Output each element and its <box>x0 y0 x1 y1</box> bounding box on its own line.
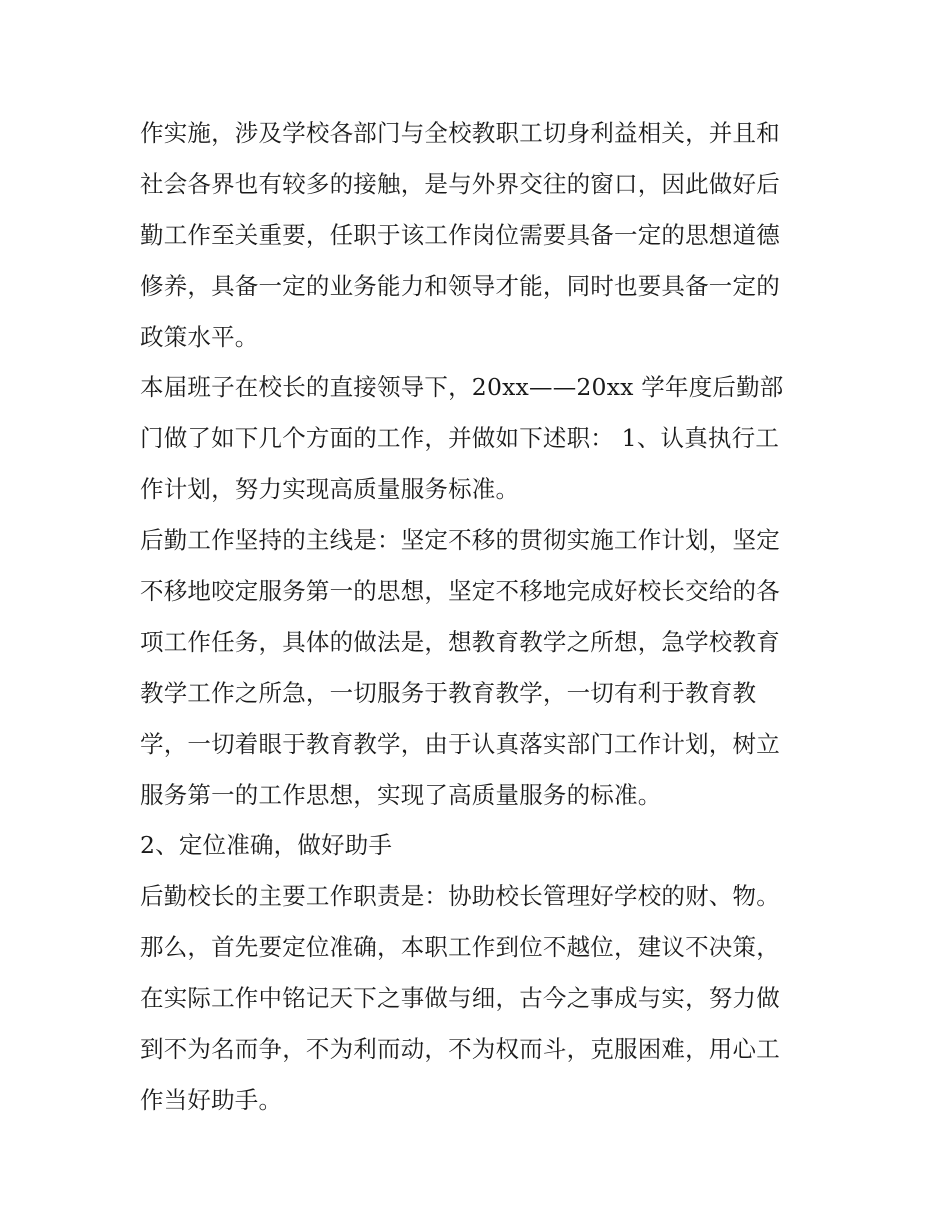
text-line: 后勤校长的主要工作职责是：协助校长管理好学校的财、物。 <box>140 882 780 911</box>
text-line: 学，一切着眼于教育教学，由于认真落实部门工作计划，树立 <box>140 729 780 758</box>
section-heading: 2、定位准确，做好助手 <box>140 831 393 860</box>
text-line: 后勤工作坚持的主线是：坚定不移的贯彻实施工作计划，坚定 <box>140 526 780 555</box>
text-line: 作当好助手。 <box>140 1085 283 1114</box>
text-line: 门做了如下几个方面的工作，并做如下述职： 1、认真执行工 <box>140 424 780 453</box>
text-line: 到不为名而争，不为利而动，不为权而斗，克服困难，用心工 <box>140 1035 780 1064</box>
document-body <box>140 108 816 1126</box>
text-line: 教学工作之所急，一切服务于教育教学，一切有利于教育教 <box>140 678 757 707</box>
text-line: 作计划，努力实现高质量服务标准。 <box>140 475 520 504</box>
text-line: 那么，首先要定位准确，本职工作到位不越位，建议不决策， <box>140 933 780 962</box>
text-line: 项工作任务，具体的做法是，想教育教学之所想，急学校教育 <box>140 627 780 656</box>
text-line: 服务第一的工作思想，实现了高质量服务的标准。 <box>140 780 662 809</box>
text-line: 修养，具备一定的业务能力和领导才能，同时也要具备一定的 <box>140 271 780 300</box>
text-line: 本届班子在校长的直接领导下，20xx——20xx 学年度后勤部 <box>140 373 784 402</box>
text-line: 勤工作至关重要，任职于该工作岗位需要具备一定的思想道德 <box>140 220 780 249</box>
text-line: 不移地咬定服务第一的思想，坚定不移地完成好校长交给的各 <box>140 577 780 606</box>
text-line: 社会各界也有较多的接触，是与外界交往的窗口，因此做好后 <box>140 169 780 198</box>
text-line: 作实施，涉及学校各部门与全校教职工切身利益相关，并且和 <box>140 119 780 147</box>
text-line: 政策水平。 <box>140 322 259 351</box>
text-line: 在实际工作中铭记天下之事做与细，古今之事成与实，努力做 <box>140 984 780 1013</box>
